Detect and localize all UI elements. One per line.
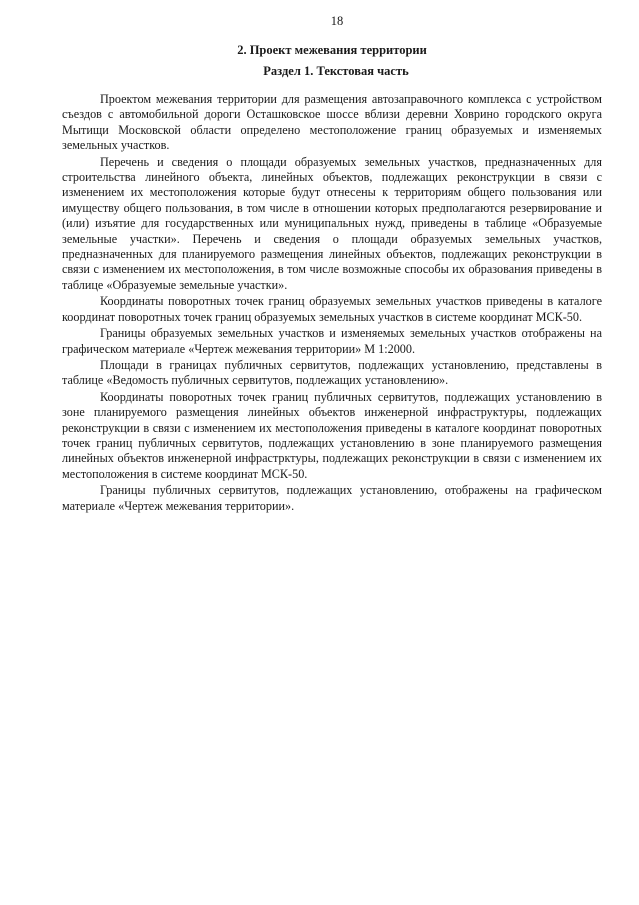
page-number: 18	[330, 14, 344, 28]
paragraph-servitude-areas: Площади в границах публичных сервитутов, подлежащих установлению, представлены в таблице «Ведомость публичных сервитутов, подлежащих установлению».	[62, 357, 602, 388]
document-page	[62, 14, 602, 515]
paragraph-plot-boundaries: Границы образуемых земельных участков и изменяемых земельных участков отображены на графическом материале «Чертеж межевания территории» М 1:2000.	[62, 326, 602, 356]
paragraph-servitude-coordinates: Координаты поворотных точек границ публичных сервитутов, подлежащих установлению в зоне планируемого размещения линейных объектов инженерной инфраструктуры, подлежащих реконструкции в связи с изменением их местоположения приведены в каталоге координат поворотных точек границ публичных сервитутов, подлежащих установлению в зоне планируемого размещения линейных объектов инженерной инфрастрктуры, подлежащих реконструкции в связи с изменением их местоположения в системе координат МСК-50.	[62, 389, 602, 481]
subsection-heading: Раздел 1. Текстовая часть	[263, 64, 409, 78]
paragraph-plot-coordinates: Координаты поворотных точек границ образуемых земельных участков приведены в каталоге координат поворотных точек границ образуемых земельных участков в системе координат МСК-50.	[62, 294, 602, 324]
paragraph-land-plots-list: Перечень и сведения о площади образуемых земельных участков, предназначенных для строительства линейного объекта, линейных объектов, подлежащих реконструкции в связи с изменением их местоположения которые будут отнесены к территориям общего пользования или имуществу общего пользования, в том числе в отношении которых предполагаются резервирование и (или) изъятие для государственных или муниципальных нужд, приведены в таблице «Образуемые земельные участки». Перечень и сведения о площади образуемых земельных участков, предназначенных для планируемого размещения линейных объектов, подлежащих реконструкции в связи с изменением их местоположения, в том числе возможные способы их образования приведены в таблице «Образуемые земельные участки».	[62, 154, 602, 292]
section-heading: 2. Проект межевания территории	[237, 43, 427, 57]
paragraph-servitude-boundaries: Границы публичных сервитутов, подлежащих установлению, отображены на графическом материале «Чертеж межевания территории».	[62, 483, 602, 513]
paragraph-intro: Проектом межевания территории для размещения автозаправочного комплекса с устройством съездов с автомобильной дороги Осташковское шоссе вблизи деревни Ховрино городского округа Мытищи Московской области определено местоположение границ образуемых и изменяемых земельных участков.	[62, 92, 602, 153]
